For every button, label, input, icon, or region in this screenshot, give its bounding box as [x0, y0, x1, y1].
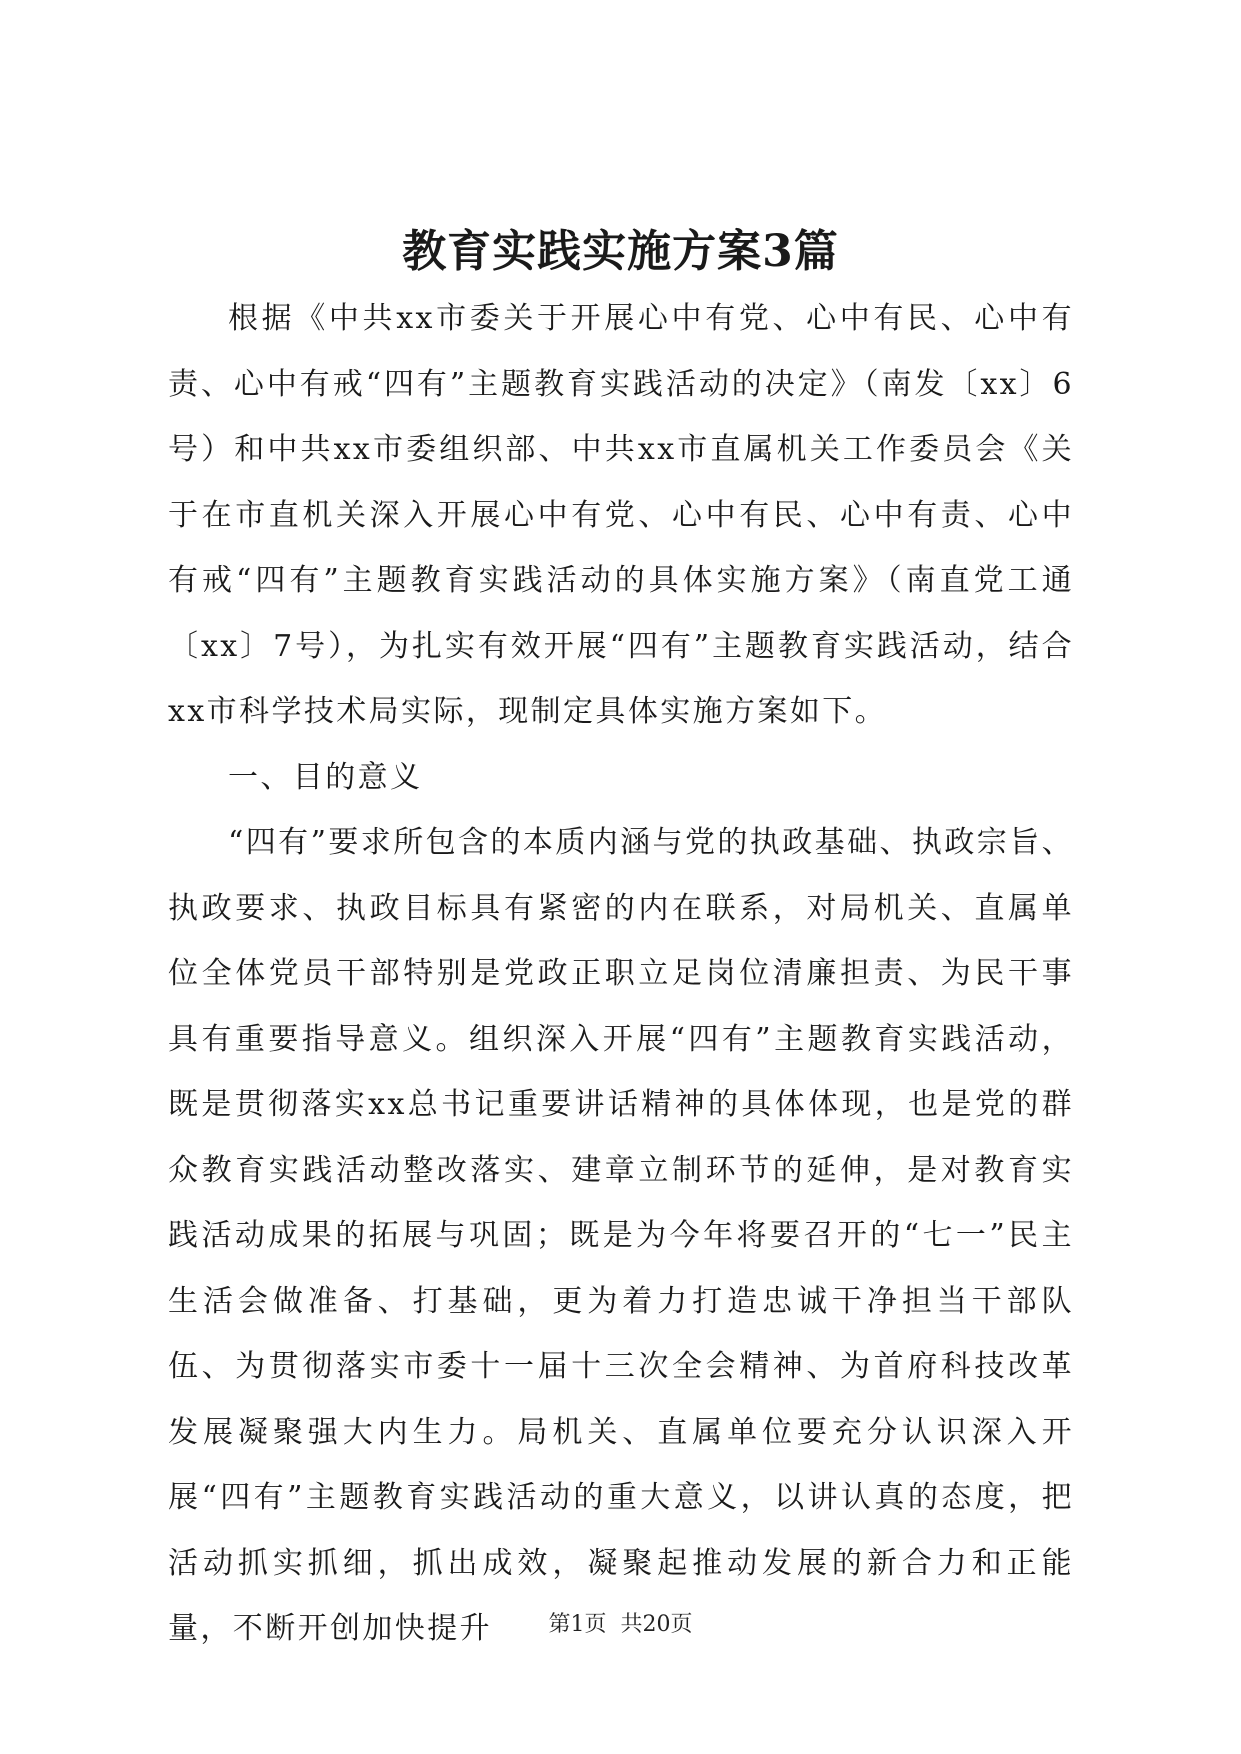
paragraph-intro: 根据《中共xx市委关于开展心中有党、心中有民、心中有责、心中有戒“四有”主题教育实践活动的决定》（南发〔xx〕6号）和中共xx市委组织部、中共xx市直属机关工作委员会《关于在市直机关深入开展心中有党、心中有民、心中有责、心中有戒“四有”主题教育实践活动的具体实施方案》（南直党工通〔xx〕7号），为扎实有效开展“四有”主题教育实践活动，结合xx市科学技术局实际，现制定具体实施方案如下。	[168, 301, 1074, 729]
document-title: 教育实践实施方案3篇	[402, 226, 839, 277]
page-footer	[0, 1610, 1241, 1640]
page-total: 共20页	[620, 1612, 693, 1637]
page-number: 第1页	[548, 1612, 607, 1637]
section-heading-purpose: 一、目的意义	[228, 759, 423, 795]
paragraph-purpose: “四有”要求所包含的本质内涵与党的执政基础、执政宗旨、执政要求、执政目标具有紧密的内在联系，对局机关、直属单位全体党员干部特别是党政正职立足岗位清廉担责、为民干事具有重要指导意义。组织深入开展“四有”主题教育实践活动，既是贯彻落实xx总书记重要讲话精神的具体体现，也是党的群众教育实践活动整改落实、建章立制环节的延伸，是对教育实践活动成果的拓展与巩固；既是为今年将要召开的“七一”民主生活会做准备、打基础，更为着力打造忠诚干净担当干部队伍、为贯彻落实市委十一届十三次全会精神、为首府科技改革发展凝聚强大内生力。局机关、直属单位要充分认识深入开展“四有”主题教育实践活动的重大意义，以讲认真的态度，把活动抓实抓细，抓出成效，凝聚起推动发展的新合力和正能量，不断开创加快提升	[168, 825, 1074, 1646]
document-body	[168, 286, 1074, 1662]
